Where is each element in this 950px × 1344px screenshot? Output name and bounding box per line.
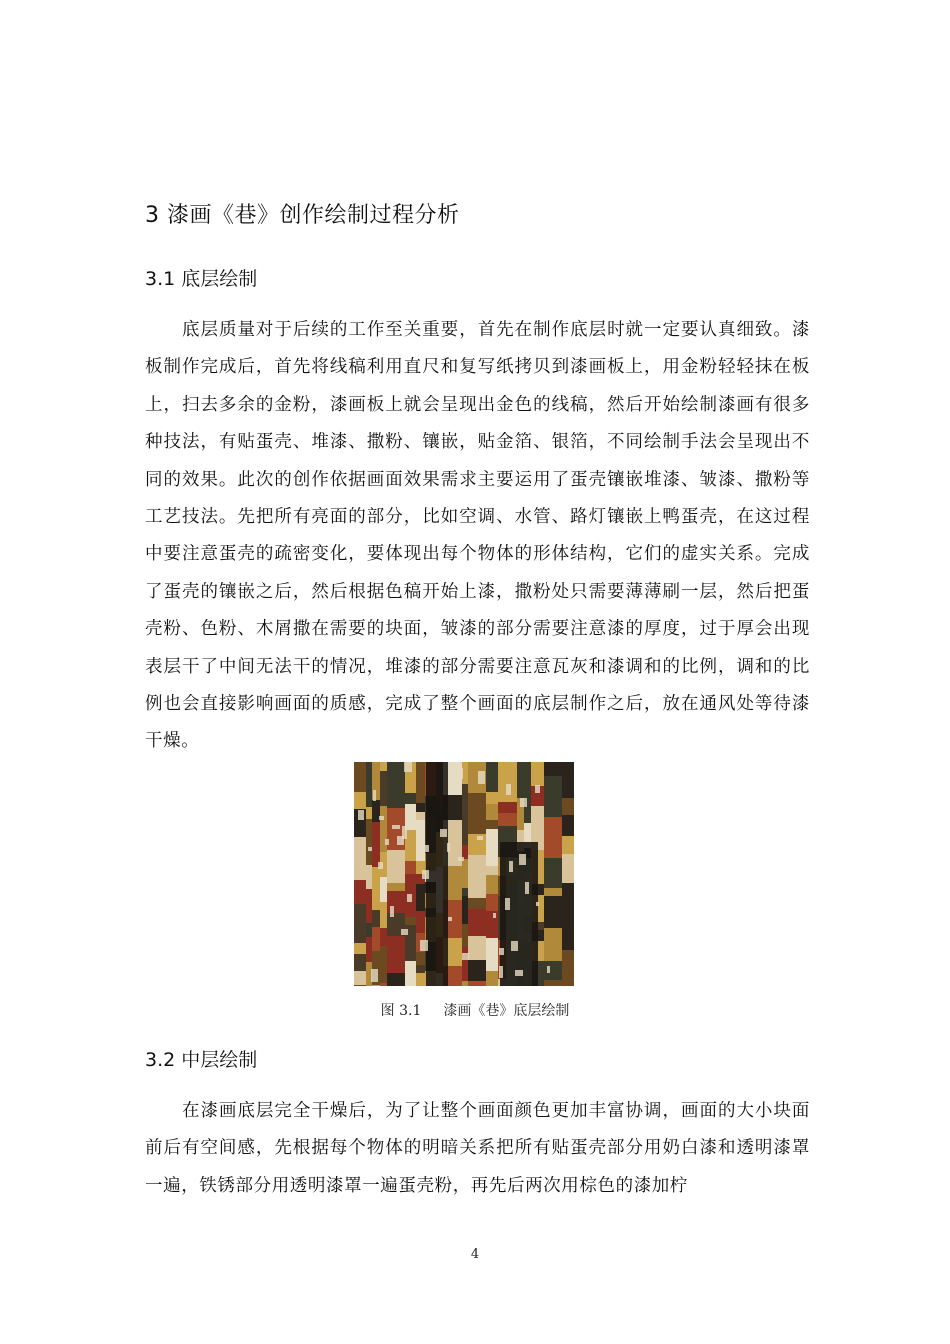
- section-title-3-1: 3.1 底层绘制: [145, 268, 258, 290]
- section-title-3-2: 3.2 中层绘制: [145, 1049, 258, 1071]
- section-3-1-paragraph: 底层质量对于后续的工作至关重要，首先在制作底层时就一定要认真细致。漆板制作完成后，首先将线稿利用直尺和复写纸拷贝到漆画板上，用金粉轻轻抹在板上，扫去多余的金粉，漆画板上就会呈现出金色的线稿，然后开始绘制漆画有很多种技法，有贴蛋壳、堆漆、撒粉、镶嵌，贴金箔、银箔，不同绘制手法会呈现出不同的效果。此次的创作依据画面效果需求主要运用了蛋壳镶嵌堆漆、皱漆、撒粉等工艺技法。先把所有亮面的部分，比如空调、水管、路灯镶嵌上鸭蛋壳，在这过程中要注意蛋壳的疏密变化，要体现出每个物体的形体结构，它们的虚实关系。完成了蛋壳的镶嵌之后，然后根据色稿开始上漆，撒粉处只需要薄薄刷一层，然后把蛋壳粉、色粉、木屑撒在需要的块面，皱漆的部分需要注意漆的厚度，过于厚会出现表层干了中间无法干的情况，堆漆的部分需要注意瓦灰和漆调和的比例，调和的比例也会直接影响画面的质感，完成了整个画面的底层制作之后，放在通风处等待漆干燥。: [145, 320, 810, 752]
- figure-caption-text: 漆画《巷》底层绘制: [443, 1003, 570, 1019]
- page-number: 4: [470, 1247, 480, 1262]
- figure-label: 图 3.1: [380, 1003, 422, 1019]
- lacquer-painting-image: [354, 762, 574, 986]
- figure-caption: [0, 1000, 950, 1022]
- lacquer-painting-figure: [354, 762, 574, 986]
- section-3-2-paragraph: 在漆画底层完全干燥后，为了让整个画面颜色更加丰富协调，画面的大小块面前后有空间感，先根据每个物体的明暗关系把所有贴蛋壳部分用奶白漆和透明漆罩一遍，铁锈部分用透明漆罩一遍蛋壳粉，再先后两次用棕色的漆加柠: [145, 1101, 810, 1196]
- chapter-title: 3 漆画《巷》创作绘制过程分析: [145, 203, 460, 228]
